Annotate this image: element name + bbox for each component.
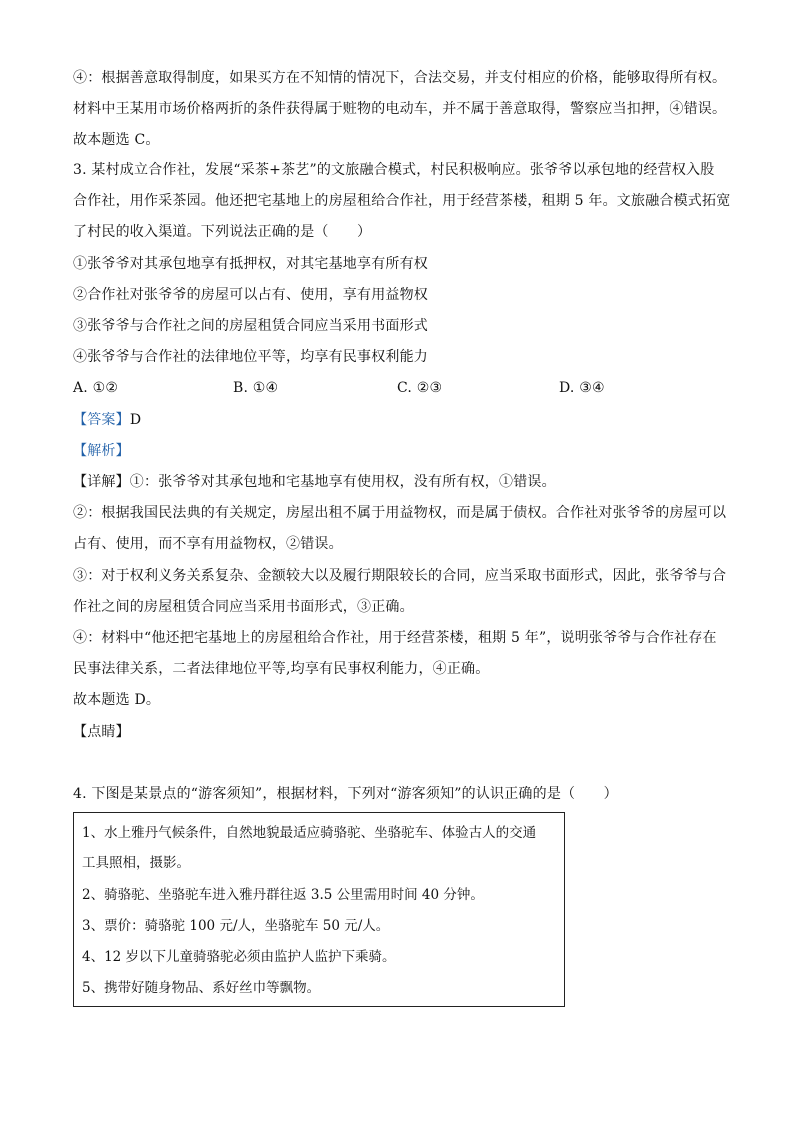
text-line: ④：根据善意取得制度，如果买方在不知情的情况下，合法交易，并支付相应的价格，能够取得所有权。 [73, 70, 727, 86]
detail-line: 【详解】①：张爷爷对其承包地和宅基地享有使用权，没有所有权，①错误。 [73, 474, 556, 490]
question-4-stem: 4. 下图是某景点的“游客须知”，根据材料，下列对“游客须知”的认识正确的是（ ） [73, 786, 618, 802]
option-b: B. ①④ [233, 380, 279, 396]
notice-item-5: 5、携带好随身物品、系好丝巾等飘物。 [82, 980, 321, 996]
analysis-tag: 【解析】 [73, 443, 130, 459]
statement-3: ③张爷爷与合作社之间的房屋租赁合同应当采用书面形式 [73, 318, 428, 334]
detail-line: 作社之间的房屋租赁合同应当采用书面形式，③正确。 [73, 599, 414, 615]
tourist-notice-box [73, 812, 565, 1007]
text-line: 材料中王某用市场价格两折的条件获得属于赃物的电动车，并不属于善意取得，警察应当扣押，④错误。 [73, 101, 727, 117]
question-3-stem: 了村民的收入渠道。下列说法正确的是（ ） [73, 224, 372, 240]
detail-line: ②：根据我国民法典的有关规定，房屋出租不属于用益物权，而是属于债权。合作社对张爷爷的房屋可以 [73, 505, 727, 521]
notice-item-1: 1、水上雅丹气候条件，自然地貌最适应骑骆驼、坐骆驼车、体验古人的交通 [82, 825, 537, 841]
notice-item-4: 4、12 岁以下儿童骑骆驼必须由监护人监护下乘骑。 [82, 949, 396, 965]
option-a: A. ①② [73, 380, 119, 396]
question-3-stem: 3. 某村成立合作社，发展“采茶+茶艺”的文旅融合模式，村民积极响应。张爷爷以承包地的经营权入股 [73, 162, 715, 178]
statement-1: ①张爷爷对其承包地享有抵押权，对其宅基地享有所有权 [73, 256, 428, 272]
conclusion-line: 故本题选 D。 [73, 692, 161, 708]
answer-tag: 【答案】 [73, 412, 130, 428]
question-3-stem: 合作社，用作采茶园。他还把宅基地上的房屋租给合作社，用于经营茶楼，租期 5 年。文旅融合模式拓宽 [73, 193, 731, 209]
answer-options [73, 378, 673, 398]
statement-4: ④张爷爷与合作社的法律地位平等，均享有民事权利能力 [73, 349, 428, 365]
option-c: C. ②③ [397, 380, 443, 396]
text-line: 故本题选 C。 [73, 132, 160, 148]
answer-value: D [129, 412, 142, 428]
notice-item-1-cont: 工具照相，摄影。 [82, 855, 190, 871]
notice-item-2: 2、骑骆驼、坐骆驼车进入雅丹群往返 3.5 公里需用时间 40 分钟。 [82, 887, 484, 903]
option-d: D. ③④ [559, 380, 605, 396]
detail-line: 民事法律关系，二者法律地位平等,均享有民事权利能力，④正确。 [73, 661, 490, 677]
detail-line: ③：对于权利义务关系复杂、金额较大以及履行期限较长的合同，应当采取书面形式，因此，张爷爷与合 [73, 568, 727, 584]
notice-item-3: 3、票价：骑骆驼 100 元/人，坐骆驼车 50 元/人。 [82, 918, 390, 934]
statement-2: ②合作社对张爷爷的房屋可以占有、使用，享有用益物权 [73, 287, 428, 303]
detail-line: 占有、使用，而不享有用益物权，②错误。 [73, 536, 343, 552]
answer-line [73, 410, 141, 430]
dianjing-tag: 【点睛】 [73, 724, 130, 740]
detail-line: ④：材料中“他还把宅基地上的房屋租给合作社，用于经营茶楼，租期 5 年”，说明张爷爷与合作社存在 [73, 630, 717, 646]
